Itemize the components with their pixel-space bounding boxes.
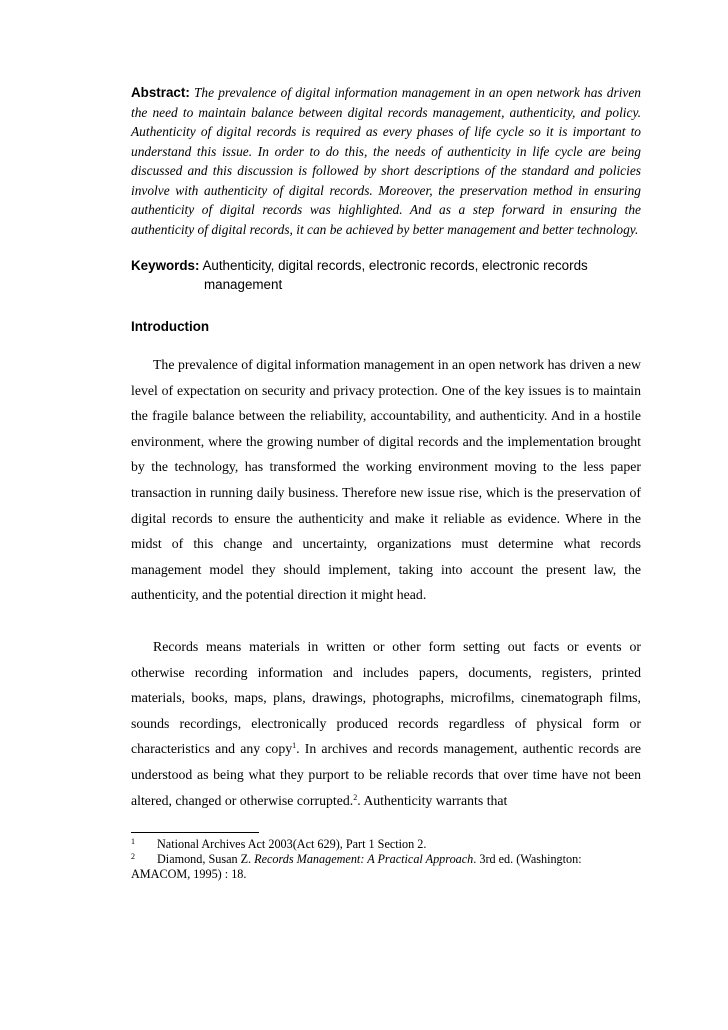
introduction-paragraph-1: The prevalence of digital information management in an open network has driven a new level of expectation on security and privacy protection. One of the key issues is to maintain the fragile balance between the reliability, accountability, and authenticity. And in a hostile environment, where the growing number of digital records and the implementation brought by the technology, has transformed the working environment moving to the less paper transaction in running daily business. Therefore new issue rise, which is the preservation of digital records to ensure the authenticity and make it reliable as evidence. Where in the midst of this change and uncertainty, organizations must determine what records management model they should implement, taking into account the present law, the authenticity, and the potential direction it might head. [131, 357, 641, 603]
footnote-2: 2 Diamond, Susan Z. Records Management: A Practical Approach. 3rd ed. (Washington: AMACOM, 1995) : 18. [131, 852, 582, 882]
keywords-label: Keywords: [131, 258, 200, 273]
footnote-2-text-a: Diamond, Susan Z. [157, 852, 255, 867]
footnote-ref-2: 2 [353, 792, 358, 802]
abstract-text: The prevalence of digital information management in an open network has driven the need to maintain balance between digital records management, authenticity, and policy. Authenticity of digital records is required as every phases of life cycle so it is important to understand this issue. In order to do this, the needs of authenticity in life cycle are being discussed and this discussion is followed by short descriptions of the standard and policies involve with authenticity of digital records. Moreover, the preservation method in ensuring authenticity of digital records was highlighted. And as a step forward in ensuring the authenticity of digital records, it can be achieved by better management and better technology. [131, 85, 641, 237]
keywords [131, 257, 641, 294]
page-content [131, 83, 641, 882]
footnote-1: 1 National Archives Act 2003(Act 629), Part 1 Section 2. [131, 837, 427, 852]
paragraph-2-text-c: . Authenticity warrants that [357, 792, 508, 808]
abstract [131, 83, 641, 239]
footnote-ref-1: 1 [292, 741, 297, 751]
abstract-label: Abstract: [131, 85, 190, 100]
paragraph-2-text-b: . In archives and records management, authentic records are understood as being what they purport to be reliable records that over time have not been altered, changed or otherwise corrupted. [131, 741, 641, 808]
footnote-1-text: National Archives Act 2003(Act 629), Part 1 Section 2. [157, 837, 427, 852]
footnote-2-text-b: . 3rd ed. (Washington: AMACOM, 1995) : 18. [131, 852, 582, 882]
introduction-paragraph-2 [131, 634, 641, 813]
keywords-text: Authenticity, digital records, electronic records, electronic records management [202, 258, 588, 292]
footnote-separator [131, 832, 259, 833]
footnote-2-title: Records Management: A Practical Approach [254, 852, 474, 867]
footnotes [131, 837, 641, 882]
section-heading-introduction: Introduction [131, 319, 210, 334]
paragraph-2-text-a: Records means materials in written or other form setting out facts or events or otherwise recording information and includes papers, documents, registers, printed materials, books, maps, plans, drawings, photographs, microfilms, cinematograph films, sounds recordings, electronically produced records regardless of physical form or characteristics and any copy [131, 638, 641, 757]
